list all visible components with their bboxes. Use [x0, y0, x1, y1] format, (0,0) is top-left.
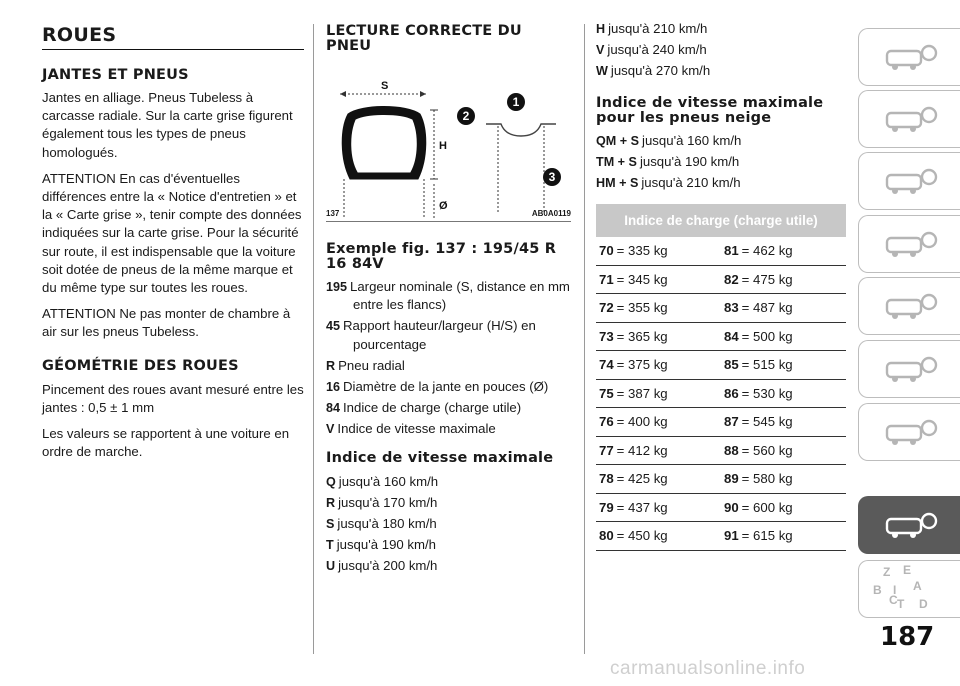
column-indices [596, 20, 846, 551]
load-index: 77 [599, 442, 614, 458]
load-index: 76 [599, 414, 614, 430]
definition-key: TM + S [596, 154, 637, 169]
tire-diagram [326, 54, 571, 221]
load-index: 71 [599, 271, 614, 287]
speed-index-list-continued [596, 20, 846, 81]
definition-value: Indice de charge (charge utile) [343, 400, 522, 416]
definition-value: Pneu radial [338, 357, 405, 373]
definition-value: Largeur nominale (S, distance en mm entre les flancs) [350, 279, 570, 313]
chapter-tab[interactable] [858, 152, 960, 210]
load-table-header: Indice de charge (charge utile) [596, 204, 846, 237]
load-value: = 400 kg [616, 414, 668, 430]
load-value: = 515 kg [741, 357, 793, 373]
load-index: 73 [599, 328, 614, 344]
definition-item [326, 494, 571, 512]
table-cell-right [721, 414, 846, 429]
load-value: = 345 kg [616, 271, 668, 287]
definition-item [326, 515, 571, 533]
warning-lights-icon [881, 165, 941, 197]
load-index: 80 [599, 528, 614, 544]
index-letter: I [893, 583, 897, 597]
load-index: 90 [724, 499, 739, 515]
load-index: 72 [599, 300, 614, 316]
load-value: = 450 kg [616, 528, 668, 544]
table-cell-right [721, 272, 846, 287]
definition-value: jusqu'à 210 km/h [641, 175, 741, 191]
watermark: carmanualsonline.info [610, 658, 806, 679]
paragraph-valeurs: Les valeurs se rapportent à une voiture en ordre de marche. [42, 426, 290, 460]
paragraph-pincement: Pincement des roues avant mesuré entre les jantes : 0,5 ± 1 mm [42, 381, 304, 415]
table-cell-left [596, 414, 721, 429]
definition-value: jusqu'à 160 km/h [642, 132, 742, 148]
callout-2 [457, 107, 475, 125]
tire-code-definitions [326, 278, 571, 439]
index-letter: B [873, 583, 882, 597]
definition-item [326, 420, 571, 438]
definition-item [326, 278, 571, 314]
definition-key: HM + S [596, 176, 639, 191]
load-index: 87 [724, 414, 739, 430]
table-cell-left [596, 243, 721, 258]
definition-value: jusqu'à 190 km/h [639, 153, 740, 169]
label-s: S [381, 80, 389, 92]
load-index: 89 [724, 471, 739, 487]
column-roues [42, 24, 304, 461]
table-row [596, 522, 846, 551]
table-cell-right [721, 300, 846, 315]
definition-item [596, 41, 846, 59]
definition-key: H [596, 22, 606, 36]
definition-item [326, 378, 571, 396]
table-cell-left [596, 471, 721, 486]
index-letter: T [897, 597, 905, 611]
table-cell-left [596, 300, 721, 315]
table-cell-right [721, 528, 846, 543]
column-divider [313, 24, 314, 654]
technical-data-icon [881, 509, 941, 541]
table-cell-right [721, 329, 846, 344]
index-letter: A [913, 579, 922, 593]
definition-key: 16 [326, 380, 341, 395]
definition-item [326, 473, 571, 491]
column-lecture [326, 24, 571, 579]
section-title: ROUES [42, 24, 304, 50]
table-row [596, 266, 846, 295]
table-cell-left [596, 329, 721, 344]
chapter-tab[interactable] [858, 28, 960, 86]
paragraph-jantes: Jantes en alliage. Pneus Tubeless à carcasse radiale. Sur la carte grise figurent également tous les types de pneus homologués. [42, 90, 293, 160]
car-search-icon [881, 41, 941, 73]
table-cell-left [596, 528, 721, 543]
load-value: = 387 kg [616, 385, 668, 401]
definition-key: 84 [326, 401, 341, 416]
load-value: = 412 kg [616, 442, 668, 458]
definition-key: S [326, 517, 335, 532]
load-index: 79 [599, 499, 614, 515]
index-letter: C [889, 593, 898, 607]
definition-key: Q [326, 474, 336, 489]
heading-neige: Indice de vitesse maximale pour les pneus neige [596, 94, 824, 126]
page-number: 187 [880, 622, 935, 652]
definition-value: jusqu'à 170 km/h [338, 494, 438, 510]
table-row [596, 465, 846, 494]
car-breakdown-icon [881, 353, 941, 385]
chapter-tab[interactable] [858, 277, 960, 335]
load-index: 91 [724, 528, 739, 544]
chapter-tab[interactable] [858, 496, 960, 554]
definition-key: V [326, 422, 335, 437]
table-cell-left [596, 443, 721, 458]
table-cell-right [721, 243, 846, 258]
definition-item [596, 153, 846, 171]
definition-key: R [326, 358, 336, 373]
heading-vitesse: Indice de vitesse maximale [326, 449, 554, 466]
load-index: 86 [724, 385, 739, 401]
definition-value: Indice de vitesse maximale [337, 421, 496, 437]
load-value: = 437 kg [616, 499, 668, 515]
definition-item [326, 557, 571, 575]
load-value: = 487 kg [741, 300, 793, 316]
definition-key: 45 [326, 319, 341, 334]
table-cell-right [721, 357, 846, 372]
load-value: = 545 kg [741, 414, 793, 430]
definition-key: QM + S [596, 133, 640, 148]
definition-key: T [326, 538, 334, 553]
index-letter: Z [883, 565, 891, 579]
figure-code: AB0A0119 [531, 209, 571, 218]
table-cell-right [721, 386, 846, 401]
definition-item [596, 174, 846, 192]
load-index: 70 [599, 243, 614, 259]
callout-1-text: 1 [512, 95, 520, 109]
load-value: = 375 kg [616, 357, 668, 373]
table-row [596, 408, 846, 437]
callout-3 [543, 168, 561, 186]
table-row [596, 294, 846, 323]
load-value: = 530 kg [741, 385, 793, 401]
heading-jantes: JANTES ET PNEUS [42, 67, 189, 83]
load-value: = 615 kg [741, 528, 793, 544]
column-divider [584, 24, 585, 654]
load-index: 88 [724, 442, 739, 458]
definition-item [326, 317, 571, 353]
load-index: 78 [599, 471, 614, 487]
load-value: = 560 kg [741, 442, 793, 458]
load-value: = 580 kg [741, 471, 793, 487]
table-row [596, 380, 846, 409]
tire-figure [326, 54, 571, 222]
load-value: = 335 kg [616, 243, 668, 259]
definition-key: W [596, 64, 608, 79]
definition-value: jusqu'à 180 km/h [337, 516, 437, 532]
load-value: = 462 kg [741, 243, 793, 259]
load-index: 81 [724, 243, 739, 259]
load-index: 75 [599, 385, 614, 401]
definition-value: jusqu'à 270 km/h [610, 63, 711, 79]
table-row [596, 437, 846, 466]
table-row [596, 351, 846, 380]
heading-geometrie: GÉOMÉTRIE DES ROUES [42, 357, 239, 374]
load-value: = 500 kg [741, 328, 793, 344]
callout-1 [507, 93, 525, 111]
heading-exemple: Exemple fig. 137 : 195/45 R 16 84V [326, 241, 557, 272]
table-cell-right [721, 443, 846, 458]
load-index: 74 [599, 357, 614, 373]
definition-value: jusqu'à 160 km/h [338, 473, 439, 489]
table-cell-right [721, 471, 846, 486]
chapter-tab[interactable] [858, 560, 960, 618]
definition-key: R [326, 495, 336, 510]
airbag-icon [881, 228, 941, 260]
index-letter: E [903, 563, 912, 577]
paragraph-attention-2: ATTENTION Ne pas monter de chambre à air sur les pneus Tubeless. [42, 306, 291, 340]
definition-value: jusqu'à 240 km/h [607, 42, 707, 58]
load-value: = 425 kg [616, 471, 668, 487]
load-index: 84 [724, 328, 739, 344]
definition-item [326, 399, 571, 417]
paragraph-attention-1: ATTENTION En cas d'éventuelles différences entre la « Notice d'entretien » et la « Carte grise », tenir compte des données indiquées sur la carte grise. Pour la sécurité sur route, il est indispensable que la voiture soit dotée de pneus de la même marque et du même type sur toutes les roues. [42, 170, 302, 296]
definition-value: jusqu'à 190 km/h [336, 537, 436, 553]
table-row [596, 323, 846, 352]
table-row [596, 494, 846, 523]
chapter-tab[interactable] [858, 215, 960, 273]
definition-item [596, 62, 846, 80]
label-h: H [439, 140, 447, 152]
definition-item [596, 132, 846, 150]
definition-value: jusqu'à 210 km/h [608, 21, 708, 36]
chapter-tab[interactable] [858, 340, 960, 398]
callout-2-text: 2 [462, 109, 470, 123]
table-row [596, 237, 846, 266]
table-cell-left [596, 357, 721, 372]
chapter-tab[interactable] [858, 403, 960, 461]
load-value: = 365 kg [616, 328, 668, 344]
table-cell-left [596, 272, 721, 287]
label-diameter: Ø [439, 200, 448, 212]
definition-key: V [596, 43, 605, 58]
definition-value: Diamètre de la jante en pouces (Ø) [343, 379, 549, 395]
definition-item [596, 20, 846, 38]
definition-value: Rapport hauteur/largeur (H/S) en pourcentage [343, 318, 536, 352]
speed-index-list [326, 473, 571, 576]
tools-icon [881, 416, 941, 448]
load-index: 82 [724, 271, 739, 287]
load-value: = 600 kg [741, 499, 793, 515]
definition-key: U [326, 559, 336, 574]
load-index: 85 [724, 357, 739, 373]
definition-value: jusqu'à 200 km/h [338, 558, 438, 574]
heading-lecture: LECTURE CORRECTE DU PNEU [326, 23, 522, 54]
load-index-table [596, 237, 846, 551]
figure-number: 137 [326, 209, 340, 218]
chapter-tab[interactable] [858, 90, 960, 148]
steering-wheel-icon [881, 290, 941, 322]
load-value: = 475 kg [741, 271, 793, 287]
load-index: 83 [724, 300, 739, 316]
table-cell-left [596, 386, 721, 401]
load-value: = 355 kg [616, 300, 668, 316]
table-cell-right [721, 500, 846, 515]
definition-item [326, 357, 571, 375]
definition-key: 195 [326, 280, 348, 294]
callout-3-text: 3 [548, 170, 556, 184]
table-cell-left [596, 500, 721, 515]
definition-item [326, 536, 571, 554]
car-info-icon [881, 103, 941, 135]
index-letter: D [919, 597, 928, 611]
snow-speed-list [596, 132, 846, 193]
